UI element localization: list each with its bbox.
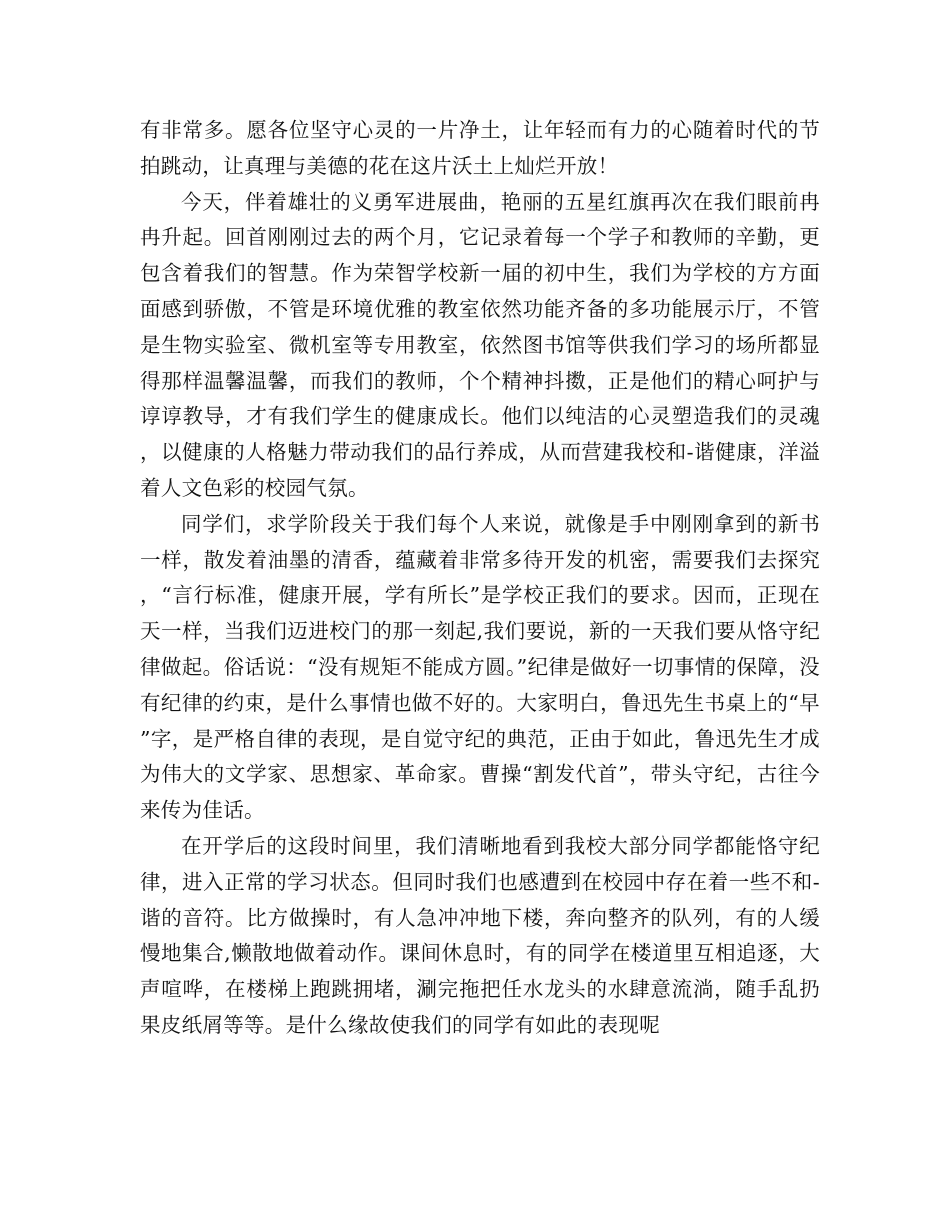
paragraph-4: 在开学后的这段时间里，我们清晰地看到我校大部分同学都能恪守纪律，进入正常的学习状态。但同时我们也感遭到在校园中存在着一些不和-谐的音符。比方做操时，有人急冲冲地下楼，奔向整齐的队列，有的人缓慢地集合,懒散地做着动作。课间休息时，有的同学在楼道里互相追逐，大声喧哗，在楼梯上跑跳拥堵，涮完拖把任水龙头的水肆意流淌，随手乱扔果皮纸屑等等。是什么缘故使我们的同学有如此的表现呢: [140, 833, 820, 1037]
document-body: [140, 113, 820, 1044]
paragraph-2: 今天，伴着雄壮的义勇军进展曲，艳丽的五星红旗再次在我们眼前冉冉升起。回首刚刚过去的两个月，它记录着每一个学子和教师的辛勤，更包含着我们的智慧。作为荣智学校新一届的初中生，我们为学校的方方面面感到骄傲，不管是环境优雅的教室依然功能齐备的多功能展示厅，不管是生物实验室、微机室等专用教室，依然图书馆等供我们学习的场所都显得那样温馨温馨，而我们的教师，个个精神抖擞，正是他们的精心呵护与谆谆教导，才有我们学生的健康成长。他们以纯洁的心灵塑造我们的灵魂，以健康的人格魅力带动我们的品行养成，从而营建我校和-谐健康，洋溢着人文色彩的校园气氛。: [140, 189, 820, 500]
paragraph-3: 同学们，求学阶段关于我们每个人来说，就像是手中刚刚拿到的新书一样，散发着油墨的清香，蕴藏着非常多待开发的机密，需要我们去探究，“言行标准，健康开展，学有所长”是学校正我们的要求。因而，正现在天一样，当我们迈进校门的那一刻起,我们要说，新的一天我们要从恪守纪律做起。俗话说：“没有规矩不能成方圆。”纪律是做好一切事情的保障，没有纪律的约束，是什么事情也做不好的。大家明白，鲁迅先生书桌上的“早”字，是严格自律的表现，是自觉守纪的典范，正由于如此，鲁迅先生才成为伟大的文学家、思想家、革命家。曹操“割发代首”，带头守纪，古往今来传为佳话。: [140, 511, 820, 823]
paragraph-1: 有非常多。愿各位坚守心灵的一片净土，让年轻而有力的心随着时代的节拍跳动，让真理与美德的花在这片沃土上灿烂开放！: [140, 118, 820, 178]
